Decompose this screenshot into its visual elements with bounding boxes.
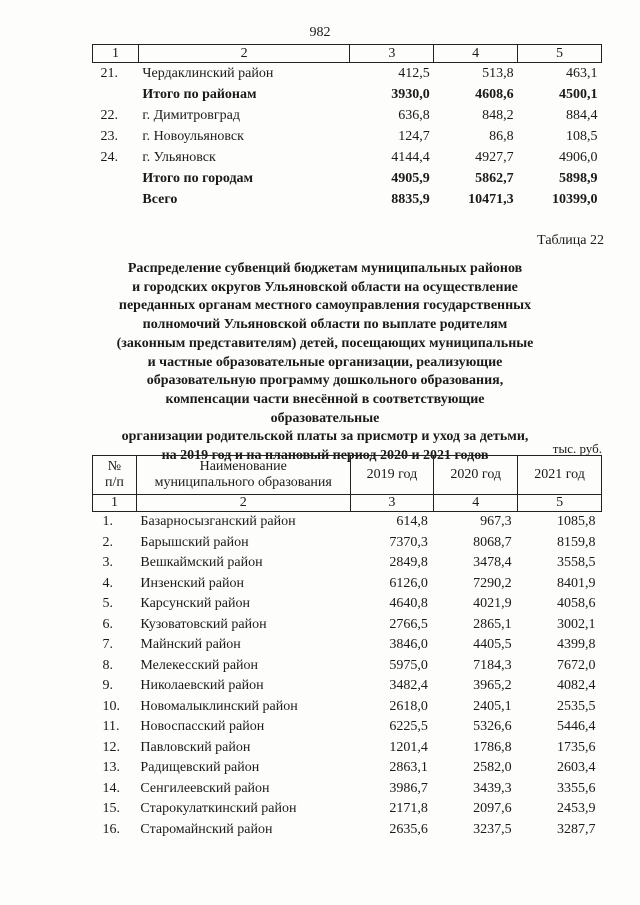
value-2020: 3237,5 <box>473 821 512 837</box>
value-2021: 2535,5 <box>557 698 596 714</box>
row-number: 9. <box>102 678 113 694</box>
title-line: (законным представителям) детей, посещающих муниципальные <box>116 335 534 351</box>
value-col3: 412,5 <box>398 65 430 81</box>
row-name: Вешкаймский район <box>140 555 263 571</box>
value-col5: 4906,0 <box>559 149 598 165</box>
value-2021: 3558,5 <box>557 555 596 571</box>
row-name: г. Ульяновск <box>142 149 216 165</box>
row-name: Кузоватовский район <box>140 616 267 632</box>
table-label: Таблица 22 <box>537 233 604 248</box>
title-line: организации родительской платы за присмотр и уход за детьми, <box>121 429 529 445</box>
value-col4: 86,8 <box>489 128 514 144</box>
value-2020: 8068,7 <box>473 534 512 550</box>
title-line: и городских округов Ульяновской области на осуществление <box>132 279 518 295</box>
value-col5: 5898,9 <box>559 170 598 186</box>
table-row <box>93 738 602 759</box>
value-col4: 513,8 <box>482 65 514 81</box>
value-2020: 3439,3 <box>473 780 512 796</box>
title-line: образовательную программу дошкольного образования, <box>146 373 504 389</box>
table-row <box>93 635 602 656</box>
table-row <box>93 512 602 533</box>
value-2019: 1201,4 <box>389 739 428 755</box>
table-row <box>93 594 602 615</box>
row-number: 10. <box>102 698 120 714</box>
value-2019: 6126,0 <box>389 575 428 591</box>
row-name: Мелекесский район <box>140 657 259 673</box>
value-col4: 5862,7 <box>475 170 514 186</box>
value-2021: 8401,9 <box>557 575 596 591</box>
table-row <box>93 126 602 147</box>
value-col5: 4500,1 <box>559 86 598 102</box>
subvention-body <box>93 512 602 841</box>
row-name: Барышский район <box>140 534 249 550</box>
row-name: Чердаклинский район <box>142 65 274 81</box>
row-name: Старокулаткинский район <box>140 801 297 817</box>
value-col4: 4608,6 <box>475 86 514 102</box>
value-2019: 2618,0 <box>389 698 428 714</box>
value-2019: 6225,5 <box>389 719 428 735</box>
row-number: 23. <box>100 128 118 144</box>
header-number-line1: № <box>107 459 122 474</box>
value-2021: 4082,4 <box>557 678 596 694</box>
value-col5: 108,5 <box>566 128 598 144</box>
value-2019: 5975,0 <box>389 657 428 673</box>
header-2021: 2021 год <box>518 456 602 495</box>
title-line: на 2019 год и на плановый период 2020 и 2021 годов <box>161 448 489 464</box>
table-row <box>93 533 602 554</box>
value-2020: 2405,1 <box>473 698 512 714</box>
row-name: Итого по районам <box>142 86 257 102</box>
value-2021: 5446,4 <box>557 719 596 735</box>
header-name <box>136 456 350 495</box>
title-line: полномочий Ульяновской области по выплате родителям <box>142 317 508 333</box>
value-2019: 3986,7 <box>389 780 428 796</box>
row-name: Майнский район <box>140 637 241 653</box>
value-2019: 2849,8 <box>389 555 428 571</box>
row-name: Сенгилеевский район <box>140 780 270 796</box>
value-2020: 7290,2 <box>473 575 512 591</box>
value-2019: 2766,5 <box>389 616 428 632</box>
value-2020: 2865,1 <box>473 616 512 632</box>
value-2020: 3478,4 <box>473 555 512 571</box>
value-col3: 4144,4 <box>391 149 430 165</box>
value-2020: 5326,6 <box>473 719 512 735</box>
value-2021: 1735,6 <box>557 739 596 755</box>
row-name: Павловский район <box>140 739 251 755</box>
row-number: 11. <box>102 719 120 735</box>
value-2020: 3965,2 <box>473 678 512 694</box>
value-col4: 10471,3 <box>468 191 514 207</box>
row-name: Новоспасский район <box>140 719 265 735</box>
title-line: и частные образовательные организации, реализующие <box>147 354 503 370</box>
value-2020: 4405,5 <box>473 637 512 653</box>
title-line: компенсации части внесённой в соответствующие образовательные <box>165 391 485 426</box>
row-number: 24. <box>100 149 118 165</box>
value-2021: 3002,1 <box>557 616 596 632</box>
subvention-table <box>92 455 602 840</box>
value-col3: 8835,9 <box>391 191 430 207</box>
column-number: 2 <box>136 495 350 512</box>
row-number: 16. <box>102 821 120 837</box>
table-row <box>93 105 602 126</box>
value-2019: 4640,8 <box>389 596 428 612</box>
row-number: 22. <box>100 107 118 123</box>
row-number <box>93 84 139 105</box>
row-name: Базарносызганский район <box>140 514 296 530</box>
row-number <box>93 168 139 189</box>
value-2020: 7184,3 <box>473 657 512 673</box>
value-col5: 884,4 <box>566 107 598 123</box>
header-number <box>93 456 137 495</box>
value-2021: 3355,6 <box>557 780 596 796</box>
continuation-body <box>93 63 602 211</box>
value-col3: 4905,9 <box>391 170 430 186</box>
value-2019: 7370,3 <box>389 534 428 550</box>
value-col5: 463,1 <box>566 65 598 81</box>
row-name: г. Димитровград <box>142 107 240 123</box>
column-number: 5 <box>518 45 602 63</box>
row-number: 8. <box>102 657 113 673</box>
row-number: 21. <box>100 65 118 81</box>
value-col3: 636,8 <box>398 107 430 123</box>
column-number: 1 <box>93 495 137 512</box>
column-number: 3 <box>350 45 434 63</box>
continuation-header-row <box>93 45 602 63</box>
value-2020: 4021,9 <box>473 596 512 612</box>
row-name: Новомалыклинский район <box>140 698 298 714</box>
table-row <box>93 717 602 738</box>
value-2020: 2582,0 <box>473 760 512 776</box>
row-number: 6. <box>102 616 113 632</box>
value-2019: 2863,1 <box>389 760 428 776</box>
table-row <box>93 147 602 168</box>
units-label: тыс. руб. <box>552 441 602 456</box>
value-col5: 10399,0 <box>552 191 598 207</box>
row-number: 14. <box>102 780 120 796</box>
value-col3: 124,7 <box>398 128 430 144</box>
value-2019: 3846,0 <box>389 637 428 653</box>
page-number: 982 <box>309 25 331 40</box>
row-number: 2. <box>102 534 113 550</box>
value-2021: 2603,4 <box>557 760 596 776</box>
column-number: 3 <box>350 495 434 512</box>
row-number: 12. <box>102 739 120 755</box>
table-row <box>93 820 602 841</box>
table-row <box>93 84 602 105</box>
header-name-line1: Наименование <box>199 459 287 474</box>
value-2021: 3287,7 <box>557 821 596 837</box>
row-number: 13. <box>102 760 120 776</box>
column-number: 5 <box>518 495 602 512</box>
table-row <box>93 553 602 574</box>
row-number: 1. <box>102 514 113 530</box>
value-2021: 4058,6 <box>557 596 596 612</box>
value-2020: 967,3 <box>480 514 512 530</box>
header-2020: 2020 год <box>434 456 518 495</box>
value-2019: 2171,8 <box>389 801 428 817</box>
row-number: 5. <box>102 596 113 612</box>
row-name: г. Новоульяновск <box>142 128 244 144</box>
value-2020: 2097,6 <box>473 801 512 817</box>
row-name: Старомайнский район <box>140 821 273 837</box>
table-row <box>93 656 602 677</box>
column-number: 2 <box>138 45 350 63</box>
value-2021: 1085,8 <box>557 514 596 530</box>
table-row <box>93 615 602 636</box>
row-name: Всего <box>142 191 178 207</box>
header-2019: 2019 год <box>350 456 434 495</box>
value-2020: 1786,8 <box>473 739 512 755</box>
column-number: 1 <box>93 45 139 63</box>
column-number-row <box>93 495 602 512</box>
value-2019: 614,8 <box>396 514 428 530</box>
table-row <box>93 799 602 820</box>
value-2019: 2635,6 <box>389 821 428 837</box>
row-number: 4. <box>102 575 113 591</box>
row-number: 15. <box>102 801 120 817</box>
table-row <box>93 758 602 779</box>
value-col4: 848,2 <box>482 107 514 123</box>
table-row <box>93 63 602 85</box>
column-number: 4 <box>434 495 518 512</box>
header-name-line2: муниципального образования <box>154 475 332 490</box>
table-row <box>93 676 602 697</box>
value-2021: 2453,9 <box>557 801 596 817</box>
row-name: Инзенский район <box>140 575 244 591</box>
table-row <box>93 168 602 189</box>
table-row <box>93 779 602 800</box>
row-number: 3. <box>102 555 113 571</box>
table-row <box>93 189 602 210</box>
row-number <box>93 189 139 210</box>
title-line: переданных органам местного самоуправления государственных <box>118 298 532 314</box>
row-name: Итого по городам <box>142 170 254 186</box>
title-line: Распределение субвенций бюджетам муниципальных районов <box>127 261 523 276</box>
table-title <box>110 260 540 466</box>
header-number-line2: п/п <box>105 475 124 490</box>
value-2021: 4399,8 <box>557 637 596 653</box>
table-row <box>93 697 602 718</box>
row-name: Николаевский район <box>140 678 264 694</box>
header-row <box>93 456 602 495</box>
continuation-table <box>92 44 602 210</box>
value-2019: 3482,4 <box>389 678 428 694</box>
row-name: Радищевский район <box>140 760 260 776</box>
column-number: 4 <box>434 45 518 63</box>
value-col3: 3930,0 <box>391 86 430 102</box>
table-row <box>93 574 602 595</box>
value-2021: 8159,8 <box>557 534 596 550</box>
value-col4: 4927,7 <box>475 149 514 165</box>
row-name: Карсунский район <box>140 596 251 612</box>
row-number: 7. <box>102 637 113 653</box>
value-2021: 7672,0 <box>557 657 596 673</box>
